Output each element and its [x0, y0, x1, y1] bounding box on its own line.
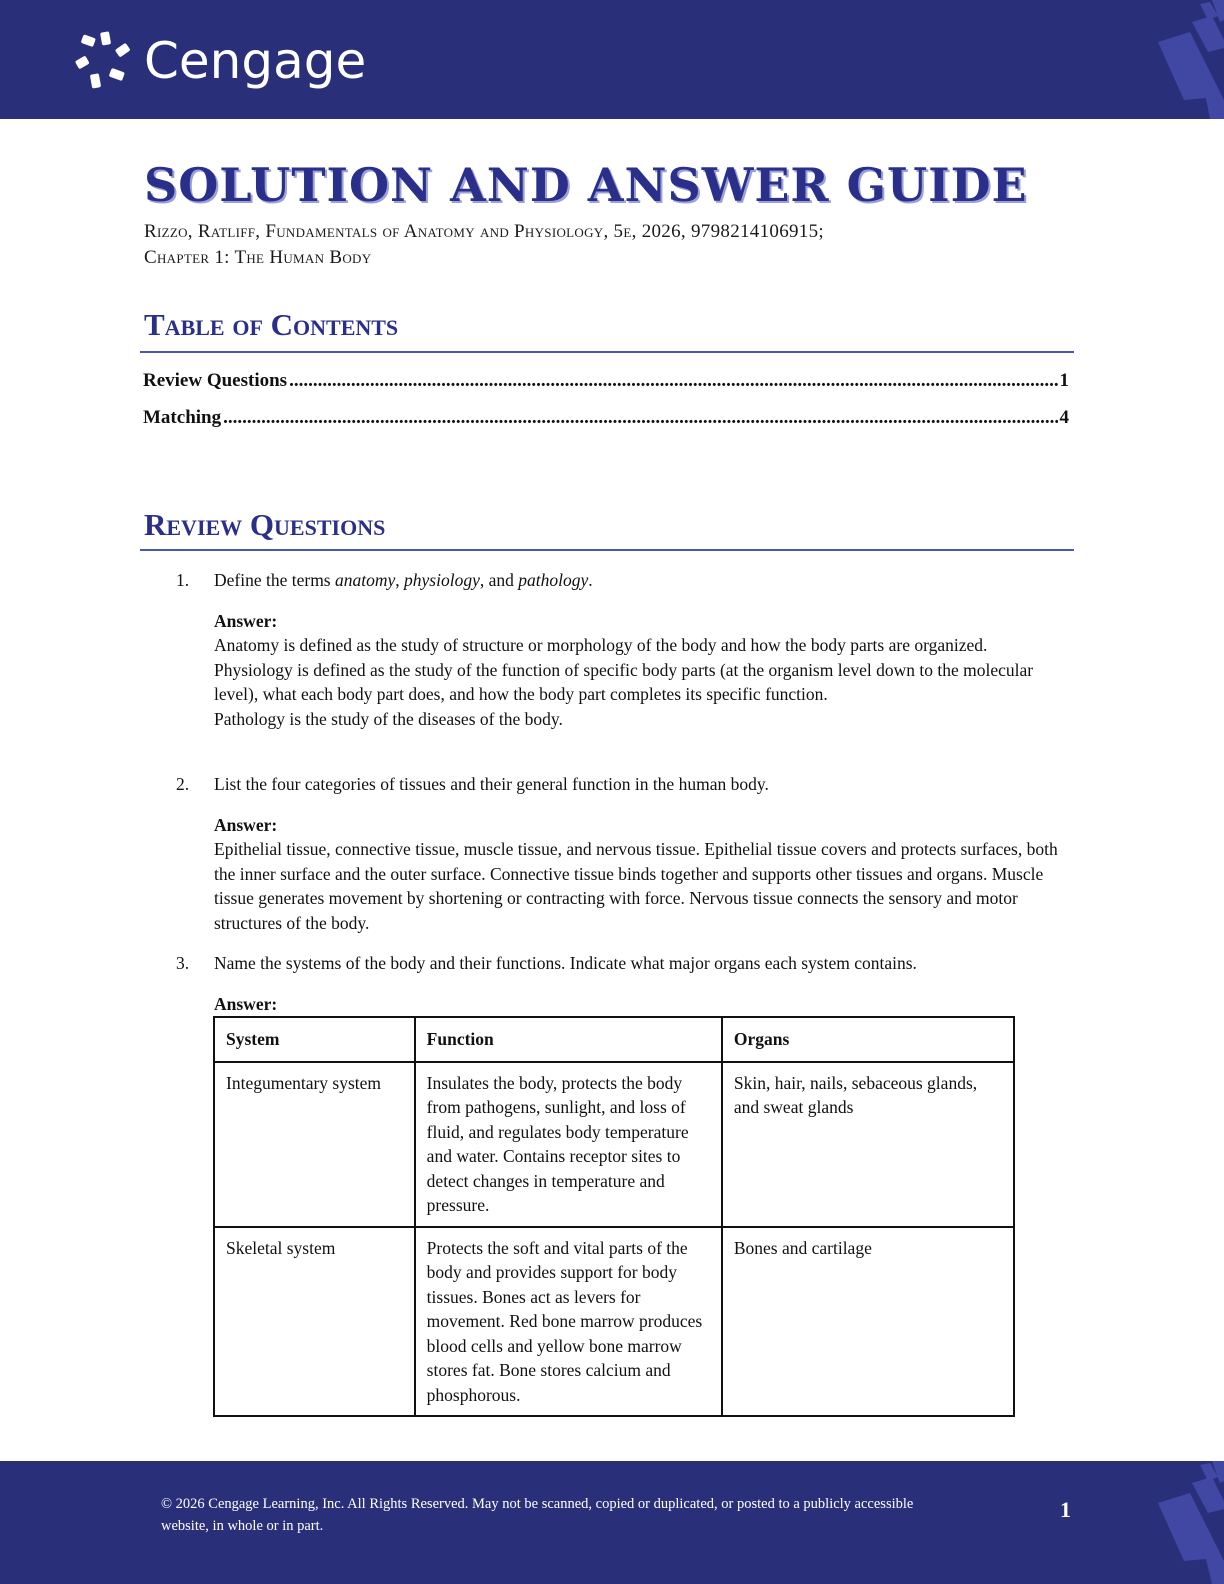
term-pathology: pathology	[518, 570, 589, 590]
prompt-text: Define the terms	[214, 570, 335, 590]
answer-paragraph: Physiology is defined as the study of the function of specific body parts (at the organism level down to the molecular level), what each body part does, and how the body part completes its specific function.	[214, 659, 1034, 704]
toc-heading: Table of Contents	[144, 307, 399, 342]
page-number: 1	[1060, 1497, 1071, 1522]
table-row	[214, 1062, 1014, 1227]
toc-entry-review-questions[interactable]	[143, 370, 1069, 392]
organs-cell: Skin, hair, nails, sebaceous glands, and sweat glands	[722, 1062, 1014, 1227]
toc-entry-page: 4	[1059, 407, 1069, 428]
column-header-system: System	[214, 1017, 415, 1062]
decorative-blocks-icon	[1100, 1461, 1224, 1584]
table-header-row	[214, 1017, 1014, 1062]
question-number: 3.	[176, 953, 190, 973]
cengage-logo	[74, 30, 366, 92]
prompt-text: .	[588, 570, 593, 590]
answer-label: Answer:	[214, 993, 278, 1014]
question-1	[176, 568, 1066, 731]
table-row	[214, 1227, 1014, 1417]
organs-cell: Bones and cartilage	[722, 1227, 1014, 1417]
answer-paragraph: Epithelial tissue, connective tissue, muscle tissue, and nervous tissue. Epithelial tissue covers and protects surfaces, both the inner surface and the outer surface. Connective tissue binds together and supports other tissues and organs. Muscle tissue generates movement by shortening or contracting with force. Nervous tissue connects the sensory and motor structures of the body.	[214, 839, 1058, 933]
toc-entry-page: 1	[1059, 370, 1069, 391]
term-anatomy: anatomy	[335, 570, 396, 590]
toc-entry-label: Matching	[143, 407, 222, 428]
review-questions-heading: Review Questions	[144, 507, 386, 542]
function-cell: Insulates the body, protects the body from pathogens, sunlight, and loss of fluid, and regulates body temperature and water. Contains receptor sites to detect changes in temperature and pressure.	[415, 1062, 722, 1227]
cengage-starburst-icon	[74, 30, 136, 92]
toc-entry-matching[interactable]	[143, 407, 1069, 429]
system-cell: Skeletal system	[214, 1227, 415, 1417]
copyright-notice: © 2026 Cengage Learning, Inc. All Rights Reserved. May not be scanned, copied or duplicated, or posted to a publicly accessible website, in whole or in part.	[161, 1496, 914, 1534]
answer-label: Answer:	[214, 610, 278, 631]
column-header-organs: Organs	[722, 1017, 1014, 1062]
term-physiology: physiology	[404, 570, 480, 590]
system-cell: Integumentary system	[214, 1062, 415, 1227]
question-3	[176, 951, 1066, 1016]
toc-divider	[140, 351, 1074, 353]
decorative-blocks-icon	[1100, 0, 1224, 119]
review-divider	[140, 549, 1074, 551]
question-prompt: Name the systems of the body and their functions. Indicate what major organs each system contains.	[214, 953, 917, 973]
chapter-title: Chapter 1: The Human Body	[144, 247, 372, 268]
question-2	[176, 772, 1066, 935]
question-number: 1.	[176, 570, 190, 590]
function-cell: Protects the soft and vital parts of the body and provides support for body tissues. Bones act as levers for movement. Red bone marrow produces blood cells and yellow bone marrow stores fat. Bone stores calcium and phosphorous.	[415, 1227, 722, 1417]
book-citation: Rizzo, Ratliff, Fundamentals of Anatomy and Physiology, 5e, 2026, 9798214106915;	[144, 221, 824, 242]
brand-name: Cengage	[144, 32, 367, 90]
page-footer	[0, 1461, 1224, 1584]
question-prompt	[214, 568, 1066, 593]
body-systems-table	[213, 1016, 1015, 1417]
document-title: SOLUTION AND ANSWER GUIDE	[144, 158, 1028, 212]
toc-entry-label: Review Questions	[143, 370, 288, 391]
answer-paragraph: Anatomy is defined as the study of structure or morphology of the body and how the body parts are organized.	[214, 635, 988, 655]
document-subtitle	[144, 219, 824, 271]
toc-leader-dots	[289, 370, 1057, 392]
prompt-text: ,	[395, 570, 405, 590]
toc-leader-dots	[223, 407, 1057, 429]
answer-label: Answer:	[214, 814, 278, 835]
page-header	[0, 0, 1224, 119]
prompt-text: , and	[479, 570, 519, 590]
question-prompt: List the four categories of tissues and their general function in the human body.	[214, 774, 769, 794]
question-number: 2.	[176, 774, 190, 794]
column-header-function: Function	[415, 1017, 722, 1062]
answer-paragraph: Pathology is the study of the diseases of the body.	[214, 708, 563, 729]
